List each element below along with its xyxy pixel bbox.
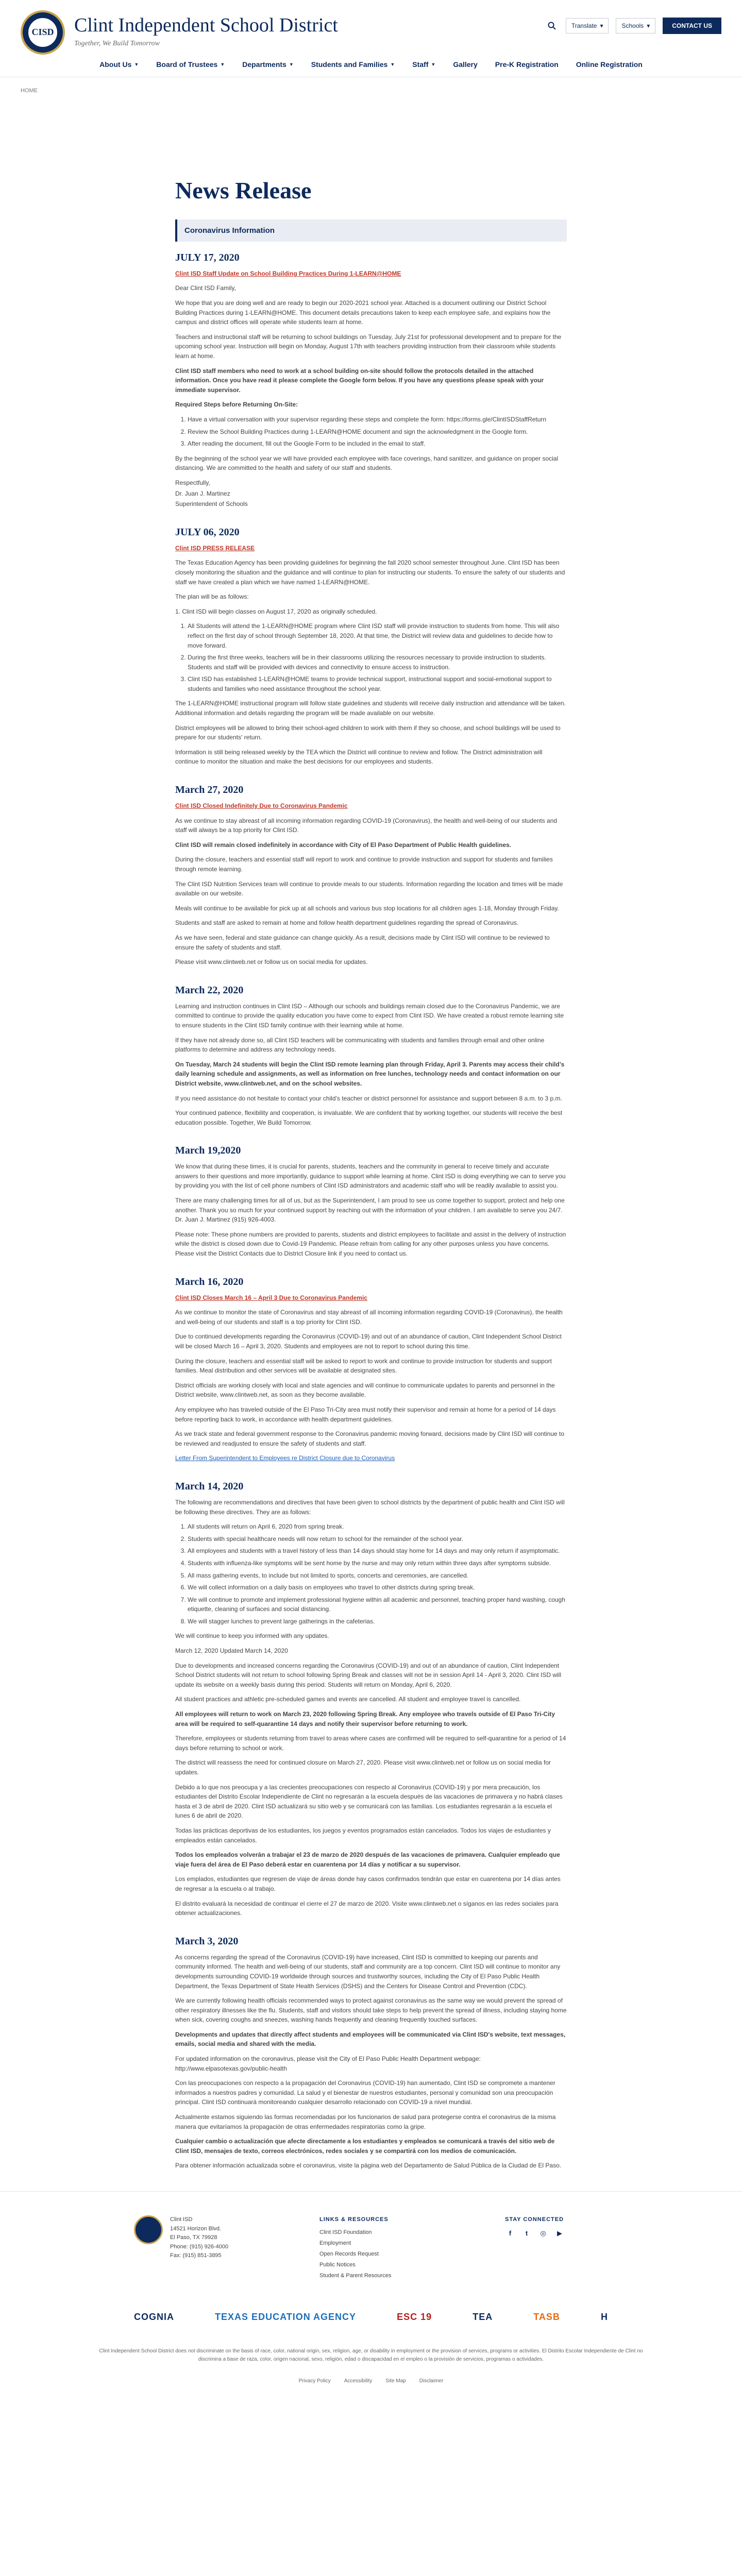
directives-list [188,1522,567,1626]
list-item: 3. All employees and students with a travel history of less than 14 days should stay home for 14 days and may only return if asymptomatic. [188,1546,567,1556]
release-paragraph: We know that during these times, it is crucial for parents, students, teachers and the community in general to receive timely and accurate answers to their questions and more importantly, guidance to support while learning at home. Clint ISD is doing everything we can to serve you by providing you with the list of cell phone numbers of Clint ISD administrators and academic staff who will be readily available to assist you. [175,1163,566,1190]
signature-title: Superintendent of Schools [175,500,248,508]
list-item: 1. Have a virtual conversation with your supervisor regarding these steps and complete the form: https://forms.gle/ClintISDStaffReturn [188,415,567,425]
chevron-down-icon: ▼ [289,62,294,67]
main-content [175,95,567,2171]
release-subtitle: Clint ISD Closes March 16 – April 3 Due to Coronavirus Pandemic [175,1294,367,1301]
partner-logo[interactable]: TEXAS EDUCATION AGENCY [215,2312,357,2323]
release-paragraph: Please visit www.clintweb.net or follow us on social media for updates. [175,958,368,966]
release-paragraph: The following are recommendations and directives that have been given to school districts by the department of public health and Clint ISD will be following these directives. They are as follows: [175,1498,565,1516]
list-item: 2. Review the School Building Practices during 1-LEARN@HOME document and sign the acknowledgment in the Google form. [188,427,567,437]
footer-address-col [134,2215,237,2282]
search-icon[interactable] [545,19,559,32]
release-paragraph: Please note: These phone numbers are provided to parents, students and district employees to facilitate and assist in the delivery of instruction while the district is closed down due to Covid-19 Pandemic. Please refrain from calling for any other purposes unless you have concerns. Please visit the District Contacts due to District Closure link if you need to contact us. [175,1230,566,1258]
partner-logo[interactable]: H [600,2312,608,2323]
nav-item-departments[interactable]: Departments ▼ [242,60,294,69]
nondiscrimination-statement: Clint Independent School District does not discriminate on the basis of race, color, national origin, sex, religion, age, or disability in employment or the provision of services, programs or activities. El Distrito Escolar Independiente de Clint no discrimina a base de raza, color, origen nacional, sexo, religión, edad o discapacidad en el empleo o la provisión de servicios, programas o actividades. [99,2348,643,2363]
superintendent-letter-link[interactable]: Letter From Superintendent to Employees re District Closure due to Coronavirus [175,1454,395,1462]
release-date: March 22, 2020 [175,984,244,996]
release-paragraph-spanish: Para obtener información actualizada sobre el coronavirus, visite la página web del Departamento de Salud Pública de la Ciudad de El Paso. [175,2162,562,2170]
list-item: 2. During the first three weeks, teachers will be in their classrooms utilizing the resources necessary to provide instruction to students. Students and staff will be provided with devices and connectivity to ensure access to instruction. [188,653,567,672]
release-paragraph: Information is still being released weekly by the TEA which the District will continue to review and follow. The District administration will continue to monitor the situation and make the best decisions for our employees and students. [175,748,543,766]
section-header: Coronavirus Information [175,219,567,242]
release-subtitle: Clint ISD Closed Indefinitely Due to Coronavirus Pandemic [175,802,348,810]
news-release [175,524,567,767]
news-release [175,1143,567,1258]
release-paragraph: The Texas Education Agency has been providing guidelines for beginning the fall 2020 school semester throughout June. Clint ISD has been closely monitoring the situation and the guidance and will continue to plan for instructing our students. To ensure the safety of our students and staff we have created a plan which we have named 1-LEARN@HOME. [175,559,565,586]
release-paragraph: As we have seen, federal and state guidance can change quickly. As a result, decisions made by Clint ISD will continue to be reviewed to ensure the safety of students and staff. [175,934,550,951]
chevron-down-icon: ▼ [134,62,139,67]
footer-link[interactable]: Employment [319,2240,351,2247]
release-paragraph: As we track state and federal government response to the Coronavirus pandemic moving forward, decisions made by Clint ISD will continue to be reviewed and readjusted to ensure the safety of students and staff. [175,1430,565,1447]
release-subtitle-link[interactable]: Clint ISD Staff Update on School Building Practices During 1-LEARN@HOME [175,269,401,277]
release-paragraph: Developments and updates that directly affect students and employees will be communicated via Clint ISD's website, text messages, emails, social media and shared with the media. [175,2030,566,2048]
footer-link[interactable]: Clint ISD Foundation [319,2229,372,2236]
chevron-down-icon: ▼ [431,62,436,67]
list-title: Required Steps before Returning On-Site: [175,401,298,409]
nav-item-board-of-trustees[interactable]: Board of Trustees ▼ [156,60,225,69]
nav-item-pre-k-registration[interactable]: Pre-K Registration [495,60,559,69]
release-paragraph: The 1-LEARN@HOME instructional program will follow state guidelines and students will receive daily instruction and attendance will be taken. Additional information and details regarding the program will be made available on our website. [175,700,566,717]
release-paragraph-spanish: Todos los empleados volverán a trabajar el 23 de marzo de 2020 después de las vacaciones de primavera. Cualquier empleado que viaje fuera del área de El Paso deberá estar en cuarentena por 14 días y notificar a su supervisor. [175,1851,560,1868]
news-release [175,1274,567,1463]
footer-seal-logo [134,2215,163,2244]
social-links [505,2228,608,2239]
release-paragraph: During the closure, teachers and essential staff will report to work and continue to provide instruction and support for students and families through remote learning. [175,856,553,873]
district-name: Clint Independent School District [74,14,338,37]
steps-list [188,415,567,449]
release-date: JULY 06, 2020 [175,526,240,538]
seal-letters: CISD [27,17,58,48]
page-title: News Release [175,177,312,204]
chevron-down-icon: ▾ [647,22,650,29]
site-footer [0,2191,742,2401]
release-paragraph-spanish: Debido a lo que nos preocupa y a las crecientes preocupaciones con respecto al Coronavirus (COVID-19) y por mera precaución, los estudiantes del Distrito Escolar Independiente de Clint no regresarán a la escuela después de las vacaciones de primavera y no habrá clases hasta el 3 de abril de 2020. Clint ISD actualizará su sitio web y se comunicará con las familias. Los estudiantes regresarán a la escuela el lunes 6 de abril de 2020. [175,1783,563,1820]
nav-item-gallery[interactable]: Gallery [453,60,478,69]
district-seal-logo [21,10,65,55]
list-item: 7. We will continue to promote and implement professional hygiene within all academic and personnel, teaching proper hand washing, cough etiquette, cleaning of surfaces and social distancing. [188,1595,567,1614]
partner-logos [134,2302,608,2333]
chevron-down-icon: ▾ [600,22,603,29]
release-paragraph: The district will reassess the need for continued closure on March 27, 2020. Please visit www.clintweb.net or follow us on social media for updates. [175,1759,551,1776]
news-release [175,782,567,967]
release-paragraph: On Tuesday, March 24 students will begin the Clint ISD remote learning plan through Friday, April 3. Parents may access their child’s daily learning schedule and assignments, as well as information on free lunches, technology needs and contact information on our District website, www.clintweb.net, and on the school websites. [175,1060,565,1087]
partner-logo[interactable]: TEA [473,2312,493,2323]
legal-links [0,2364,742,2401]
release-paragraph: Learning and instruction continues in Clint ISD – Although our schools and buildings remain closed due to the Coronavirus Pandemic, we are committed to continue to provide the quality education you have come to expect from Clint ISD. We have created a robust remote learning site to ensure students in the Clint ISD family continue with their learning while at home. [175,1002,564,1029]
translate-dropdown[interactable] [566,18,609,33]
facebook-icon[interactable]: f [509,2229,512,2237]
district-logo-link[interactable] [21,10,338,55]
list-item: 1. All Students will attend the 1-LEARN@HOME program where Clint ISD staff will provide instruction to students from home. This will also reflect on the first day of school through September 18, 2020. At that time, the District will review data and guidelines to decide how to move forward. [188,621,567,650]
news-release [175,1934,567,2171]
release-paragraph: March 12, 2020 Updated March 14, 2020 [175,1647,288,1655]
plan-list [188,621,567,693]
release-paragraph: If you need assistance do not hesitate to contact your child’s teacher or district personnel for assistance and support between 8 a.m. to 3 p.m. [175,1094,562,1102]
release-paragraph: By the beginning of the school year we will have provided each employee with face coverings, hand sanitizer, and guidance on proper social distancing. We are committed to the health and safety of our staff and students. [175,454,559,472]
release-paragraph: Due to developments and increased concerns regarding the Coronavirus (COVID-19) and out of an abundance of caution, Clint Independent School District students will not return to school following Spring Break and classes will not be in session April 14 - April 3, 2020. Clint ISD will update its website on a weekly basis during this period. Students will return on Monday, April 6, 2020. [175,1662,562,1688]
news-release [175,982,567,1128]
footer-links-heading: LINKS & RESOURCES [319,2216,389,2223]
utility-bar [545,18,721,34]
list-item: 4. Students with influenza-like symptoms will be sent home by the nurse and may only return within three days after symptoms subside. [188,1558,567,1568]
site-header [0,0,742,77]
release-paragraph: Meals will continue to be available for pick up at all schools and various bus stop locations for all children ages 1-18, Monday through Friday. [175,904,559,912]
list-item: 3. Clint ISD has established 1-LEARN@HOME teams to provide technical support, instructional support and social-emotional support to students and families who need assistance throughout the school year. [188,674,567,693]
release-paragraph: We will continue to keep you informed with any updates. [175,1632,329,1640]
release-paragraph-spanish: Todas las prácticas deportivas de los estudiantes, los juegos y eventos programados están cancelados. Todos los viajes de estudiantes y empleados están cancelados. [175,1826,551,1844]
release-paragraph: We are currently following health officials recommended ways to protect against coronavirus as the same way we would prevent the spread of other respiratory illnesses like the flu. Students, staff and visitors should take steps to help prevent the spread of illness, including staying home when sick, covering coughs and sneezes, washing hands frequently and cleaning frequently touched surfaces. [175,1997,567,2024]
release-date: March 3, 2020 [175,1935,239,1947]
release-paragraph: During the closure, teachers and essential staff will be asked to report to work and continue to provide instruction for students and support families. Meal distribution and other services will be available at designated sites. [175,1357,552,1375]
release-subtitle: Clint ISD PRESS RELEASE [175,544,255,552]
accessibility-link[interactable]: Accessibility [344,2378,373,2384]
release-paragraph-spanish: Con las preocupaciones con respecto a la propagación del Coronavirus (COVID-19) han aumentado, Clint ISD se compromete a mantener informados a nuestros padres y comunidad. La salud y el bienestar de nuestros estudiantes, personal y comunidad son una preocupación principal. Clint ISD continuará monitoreando cualquier desarrollo relacionado con COVID-19 a nivel mundial. [175,2079,555,2106]
release-paragraph: We hope that you are doing well and are ready to begin our 2020-2021 school year. Attached is a document outlining our District School Building Practices during 1-LEARN@HOME. This document details precautions taken to keep each employee safe, and explains how the campus and district offices will operate while students learn at home. [175,299,551,326]
release-paragraph: Dear Clint ISD Family, [175,284,236,292]
release-date: March 27, 2020 [175,784,244,796]
list-item: 1. All students will return on April 6, 2020 from spring break. [188,1522,567,1532]
release-paragraph: Your continued patience, flexibility and cooperation, is invaluable. We are confident that by working together, our students will receive the best education possible. Together, We Build Tomorrow. [175,1109,563,1126]
release-paragraph: Clint ISD will remain closed indefinitely in accordance with City of El Paso Department of Public Health guidelines. [175,841,512,849]
footer-social-heading: STAY CONNECTED [505,2216,564,2223]
release-date: March 19,2020 [175,1145,241,1157]
list-item: 6. We will collect information on a daily basis on employees who travel to other districts during spring break. [188,1583,567,1592]
release-date: March 16, 2020 [175,1276,244,1287]
chevron-down-icon: ▼ [390,62,395,67]
footer-social-col [505,2215,608,2282]
breadcrumb [0,77,742,95]
twitter-icon[interactable]: t [525,2229,528,2237]
release-paragraph: District employees will be allowed to bring their school-aged children to work with them if they so choose, and school buildings will be used to prepare for our students' return. [175,724,561,741]
nav-item-about-us[interactable]: About Us ▼ [99,60,139,69]
release-paragraph: If they have not already done so, all Clint ISD teachers will be communicating with students and families through email and other online platforms to determine and address any technology needs. [175,1036,545,1054]
nav-item-online-registration[interactable]: Online Registration [576,60,643,69]
schools-dropdown[interactable] [616,18,655,33]
list-item: 8. We will stagger lunches to prevent large gatherings in the cafeterias. [188,1617,567,1626]
list-item: 5. All mass gathering events, to include but not limited to sports, concerts and ceremonies, are cancelled. [188,1571,567,1581]
instagram-icon[interactable]: ◎ [540,2229,546,2237]
release-paragraph-spanish: Los emplados, estudiantes que regresen de viaje de áreas donde hay casos confirmados tendrán que estar en cuarentena por 14 días antes de regresar a la escuela o al trabajo. [175,1875,561,1892]
release-paragraph: Therefore, employees or students returning from travel to areas where cases are confirmed will be required to self-quarantine for a period of 14 days before returning to school or work. [175,1735,566,1752]
release-paragraph: Teachers and instructional staff will be returning to school buildings on Tuesday, July 21st for professional development and to prepare for the upcoming school year. Instruction will begin on Monday, August 17th with teachers providing instruction from their classroom while students learn at home. [175,333,562,360]
release-paragraph-spanish: Actualmente estamos siguiendo las formas recomendadas por los funcionarios de salud para protegerse contra el coronavirus de la misma manera que evitaríamos la propagación de otras enfermedades respiratorias como la gripe. [175,2113,556,2130]
release-date: JULY 17, 2020 [175,251,240,263]
footer-link[interactable]: Public Notices [319,2262,356,2268]
news-release [175,219,567,509]
disclaimer-link[interactable]: Disclaimer [419,2378,444,2384]
contact-us-button[interactable]: CONTACT US [663,18,721,34]
release-paragraph: Any employee who has traveled outside of the El Paso Tri-City area must notify their supervisor and remain at home for a period of 14 days before reporting back to work, in accordance with health department guidelines. [175,1405,556,1423]
release-paragraph: All student practices and athletic pre-scheduled games and events are cancelled. All student and employee travel is cancelled. [175,1696,521,1703]
privacy-policy-link[interactable]: Privacy Policy [298,2378,331,2384]
nav-item-students-and-families[interactable]: Students and Families ▼ [311,60,395,69]
site-map-link[interactable]: Site Map [385,2378,406,2384]
release-paragraph-spanish: El distrito evaluará la necesidad de continuar el cierre el 27 de marzo de 2020. Visite www.clintweb.net o síganos en las redes sociales para obtener actualizaciones. [175,1900,559,1917]
list-item: 2. Students with special healthcare needs will now return to school for the remainder of the school year. [188,1534,567,1544]
translate-label: Translate [571,22,597,29]
release-paragraph: Due to continued developments regarding the Coronavirus (COVID-19) and out of an abundance of caution, Clint Independent School District will be closed March 16 – April 3, 2020. Students and employees are not to report to school during this time. [175,1333,562,1350]
district-tagline: Together, We Build Tomorrow [74,40,160,48]
partner-logo[interactable]: COGNIA [134,2312,174,2323]
nav-item-staff[interactable]: Staff ▼ [412,60,436,69]
release-paragraph: The Clint ISD Nutrition Services team will continue to provide meals to our students. Information regarding the location and times will be made available on our website. [175,880,563,897]
release-paragraph: All employees will return to work on March 23, 2020 following Spring Break. Any employee who travels outside of El Paso Tri-City area will be required to self-quarantine 14 days and notify their supervisor before returning to work. [175,1710,555,1727]
signature-name: Dr. Juan J. Martinez [175,489,230,497]
release-paragraph: As we continue to monitor the state of Coronavirus and stay abreast of all incoming information regarding COVID-19 (Coronavirus), the health and well-being of our students and staff is a top priority for Clint ISD. [175,1309,563,1326]
footer-link[interactable]: Open Records Request [319,2251,379,2258]
partner-logo[interactable]: TASB [533,2312,560,2323]
footer-address: Clint ISD 14521 Horizon Blvd. El Paso, TX 79928 Phone: (915) 926-4000 Fax: (915) 851-3895 [170,2216,229,2259]
breadcrumb-home-link[interactable]: HOME [21,88,38,94]
main-navigation [0,59,742,71]
release-paragraph: Students and staff are asked to remain at home and follow health department guidelines regarding the spread of Coronavirus. [175,919,519,927]
closing-line: Respectfully, [175,479,210,486]
partner-logo[interactable]: ESC 19 [397,2312,432,2323]
release-paragraph: There are many challenging times for all of us, but as the Superintendent, I am proud to see us come together to support, protect and help one another. Thank you so much for your continued support by reaching out with the information of your children. I am available to serve you 24/7. Dr. Juan J. Martinez (915) 926-4003. [175,1197,565,1224]
release-paragraph: District officials are working closely with local and state agencies and will continue to communicate updates to parents and personnel in the District website, www.clintweb.net, as soon as they become available. [175,1381,555,1399]
footer-links-col [319,2215,423,2282]
footer-columns [134,2215,608,2282]
release-paragraph: Clint ISD staff members who need to work at a school building on-site should follow the protocols detailed in the attached information. Once you have read it please complete the Google form below. If you have any questions please speak with your immediate supervisor. [175,367,544,394]
schools-label: Schools [621,22,644,29]
release-date: March 14, 2020 [175,1480,244,1492]
list-item: 3. After reading the document, fill out the Google Form to be included in the email to staff. [188,439,567,449]
footer-link[interactable]: Student & Parent Resources [319,2273,392,2279]
release-paragraph: As concerns regarding the spread of the Coronavirus (COVID-19) have increased, Clint ISD is committed to keeping our parents and community informed. The health and well-being of our students, staff and community are a top concern. Clint ISD will continue to monitor any developments surrounding COVID-19 worldwide through sources and trustworthy sources, including the City of El Paso Public Health Department, the Texas Department of State Health Services (DSHS) and the Centers for Disease Control and Prevention (CDC). [175,1953,561,1990]
youtube-icon[interactable]: ▶ [557,2229,562,2237]
chevron-down-icon: ▼ [220,62,225,67]
release-paragraph: As we continue to stay abreast of all incoming information regarding COVID-19 (Coronavirus), the health and well-being of our students and staff will always be a top priority for Clint ISD. [175,817,558,834]
release-paragraph: For updated information on the coronavirus, please visit the City of El Paso Public Health Department webpage: http://www.elpasotexas.gov/public-health [175,2055,481,2072]
release-paragraph-spanish: Cualquier cambio o actualización que afecte directamente a los estudiantes y empleados se comunicará a través del sitio web de Clint ISD, mensajes de texto, correos electrónicos, redes sociales y se compartirá con los medios de comunicación. [175,2138,555,2155]
release-paragraph: The plan will be as follows: [175,593,249,601]
news-release [175,1479,567,1918]
release-paragraph: 1. Clint ISD will begin classes on August 17, 2020 as originally scheduled. [175,607,377,615]
